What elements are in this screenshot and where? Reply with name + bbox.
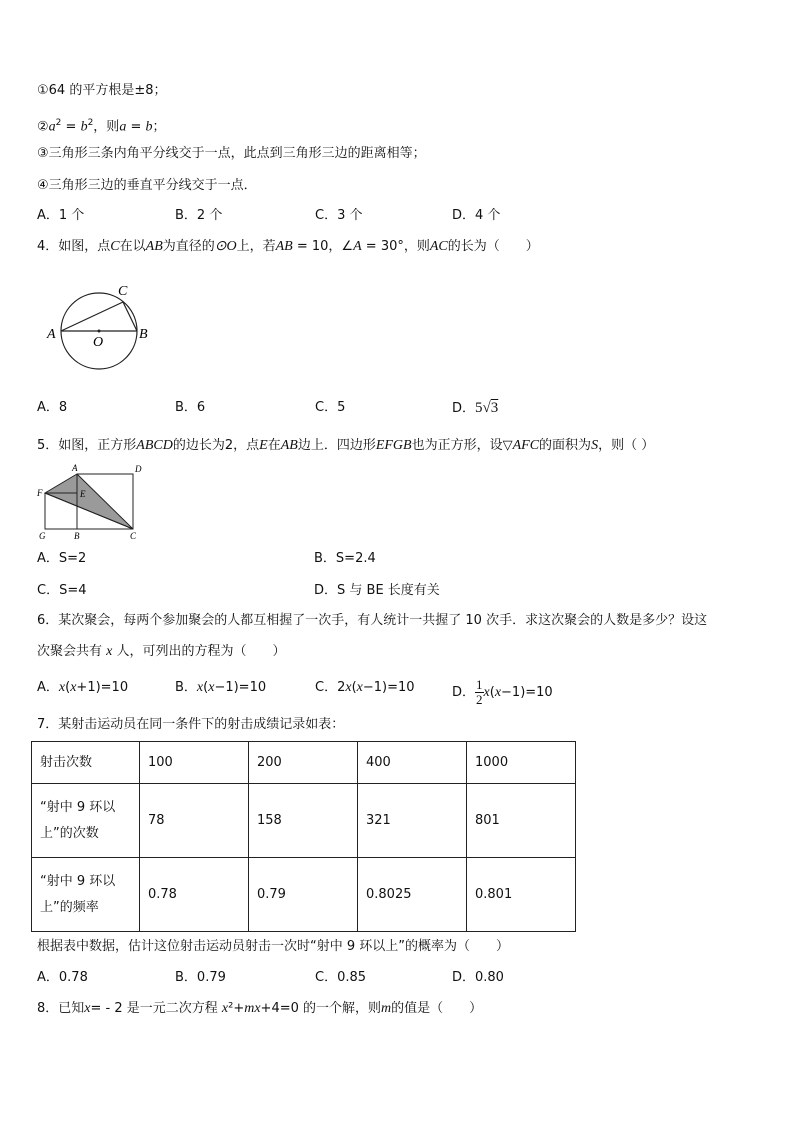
q3-statement-2: $②a^2 = b^2$，则a = b； bbox=[37, 118, 166, 135]
q6-option-b[interactable]: B．x(x−1)=10 bbox=[175, 680, 267, 695]
q7-options bbox=[37, 968, 757, 988]
label-e: E bbox=[80, 489, 86, 499]
q3-statement-4: ④三角形三边的垂直平分线交于一点． bbox=[37, 178, 257, 193]
header-cell: 200 bbox=[249, 742, 358, 784]
label-c: C bbox=[118, 284, 128, 299]
table-cell: 801 bbox=[467, 784, 576, 858]
q3-option-b[interactable]: B．2 个 bbox=[175, 208, 223, 223]
table-cell: 78 bbox=[140, 784, 249, 858]
table-cell: 158 bbox=[249, 784, 358, 858]
q5-options-row1 bbox=[37, 549, 757, 569]
header-cell: 100 bbox=[140, 742, 249, 784]
q4-options bbox=[37, 398, 757, 418]
fraction-one-half: $\frac{1}{2}$ bbox=[476, 677, 483, 707]
chord-cb bbox=[123, 302, 137, 331]
q7-option-b[interactable]: B．0.79 bbox=[175, 970, 226, 985]
q6-stem-line1: 6．某次聚会，每两个参加聚会的人都互相握了一次手，有人统计一共握了 10 次手．求这次聚会的人数是多少？设这 bbox=[37, 613, 708, 628]
q3-option-c[interactable]: C．3 个 bbox=[315, 208, 363, 223]
label-a: A bbox=[47, 327, 56, 342]
q5-square-figure bbox=[36, 462, 146, 542]
q3-statement-1: ①64 的平方根是±8； bbox=[37, 83, 167, 98]
label-g: G bbox=[39, 531, 46, 541]
row-label-cell: “射中 9 环以上”的次数 bbox=[32, 784, 140, 858]
header-cell: 400 bbox=[358, 742, 467, 784]
header-cell: 1000 bbox=[467, 742, 576, 784]
table-header-row bbox=[32, 742, 576, 784]
table-cell: 0.78 bbox=[140, 858, 249, 932]
shaded-triangle-afc bbox=[45, 474, 133, 529]
label-c: C bbox=[130, 531, 137, 541]
q6-option-d[interactable]: D． $\frac{1}{2}$ x(x−1)=10 bbox=[452, 677, 553, 707]
q5-stem: 5．如图，正方形ABCD的边长为2，点E在AB边上．四边形EFGB也为正方形，设▽AFC的面积为S，则（ ） bbox=[37, 438, 655, 453]
table-cell: 321 bbox=[358, 784, 467, 858]
row-label-cell: “射中 9 环以上”的频率 bbox=[32, 858, 140, 932]
center-point-o bbox=[98, 330, 101, 333]
label-b: B bbox=[139, 327, 148, 342]
q6-options bbox=[37, 677, 757, 707]
q4-stem: 4．如图，点C在以AB为直径的⊙O上，若AB = 10，∠A = 30°，则AC的长为（ ） bbox=[37, 239, 539, 254]
table-cell: 0.79 bbox=[249, 858, 358, 932]
table-cell: 0.8025 bbox=[358, 858, 467, 932]
q5-option-c[interactable]: C．S=4 bbox=[37, 583, 87, 598]
q7-option-d[interactable]: D．0.80 bbox=[452, 970, 504, 985]
q7-option-a[interactable]: A．0.78 bbox=[37, 970, 88, 985]
q6-option-c[interactable]: C．2x(x−1)=10 bbox=[315, 680, 415, 695]
q3-statement-3: ③三角形三条内角平分线交于一点，此点到三角形三边的距离相等； bbox=[37, 146, 426, 161]
q7-option-c[interactable]: C．0.85 bbox=[315, 970, 367, 985]
table-cell: 0.801 bbox=[467, 858, 576, 932]
header-cell: 射击次数 bbox=[32, 742, 140, 784]
q7-question: 根据表中数据，估计这位射击运动员射击一次时“射中 9 环以上”的概率为（ ） bbox=[37, 939, 510, 954]
q7-stem: 7．某射击运动员在同一条件下的射击成绩记录如表： bbox=[37, 717, 345, 732]
q6-stem-line2: 次聚会共有 x 人，可列出的方程为（ ） bbox=[37, 644, 286, 659]
table-row bbox=[32, 784, 576, 858]
q5-option-b[interactable]: B．S=2.4 bbox=[314, 551, 376, 566]
q5-option-d[interactable]: D．S 与 BE 长度有关 bbox=[314, 583, 440, 598]
q3-options bbox=[37, 206, 757, 226]
q3-option-d[interactable]: D．4 个 bbox=[452, 208, 501, 223]
label-d: D bbox=[135, 464, 142, 474]
q7-shooting-table bbox=[31, 741, 576, 932]
q5-options-row2 bbox=[37, 581, 757, 601]
q8-stem: 8．已知x= - 2 是一元二次方程 x²+mx+4=0 的一个解，则m的值是（ ） bbox=[37, 1001, 483, 1016]
label-b: B bbox=[74, 531, 80, 541]
q4-circle-figure bbox=[44, 280, 159, 375]
q4-option-d[interactable]: D．5√3 bbox=[452, 400, 499, 416]
q5-option-a[interactable]: A．S=2 bbox=[37, 551, 87, 566]
q4-option-b[interactable]: B．6 bbox=[175, 400, 206, 415]
q4-option-a[interactable]: A．8 bbox=[37, 400, 68, 415]
table-row bbox=[32, 858, 576, 932]
q6-option-a[interactable]: A．x(x+1)=10 bbox=[37, 680, 129, 695]
q3-option-a[interactable]: A．1 个 bbox=[37, 208, 85, 223]
label-o: O bbox=[93, 335, 104, 350]
label-f: F bbox=[37, 488, 43, 498]
label-a: A bbox=[72, 463, 78, 473]
q4-option-c[interactable]: C．5 bbox=[315, 400, 346, 415]
